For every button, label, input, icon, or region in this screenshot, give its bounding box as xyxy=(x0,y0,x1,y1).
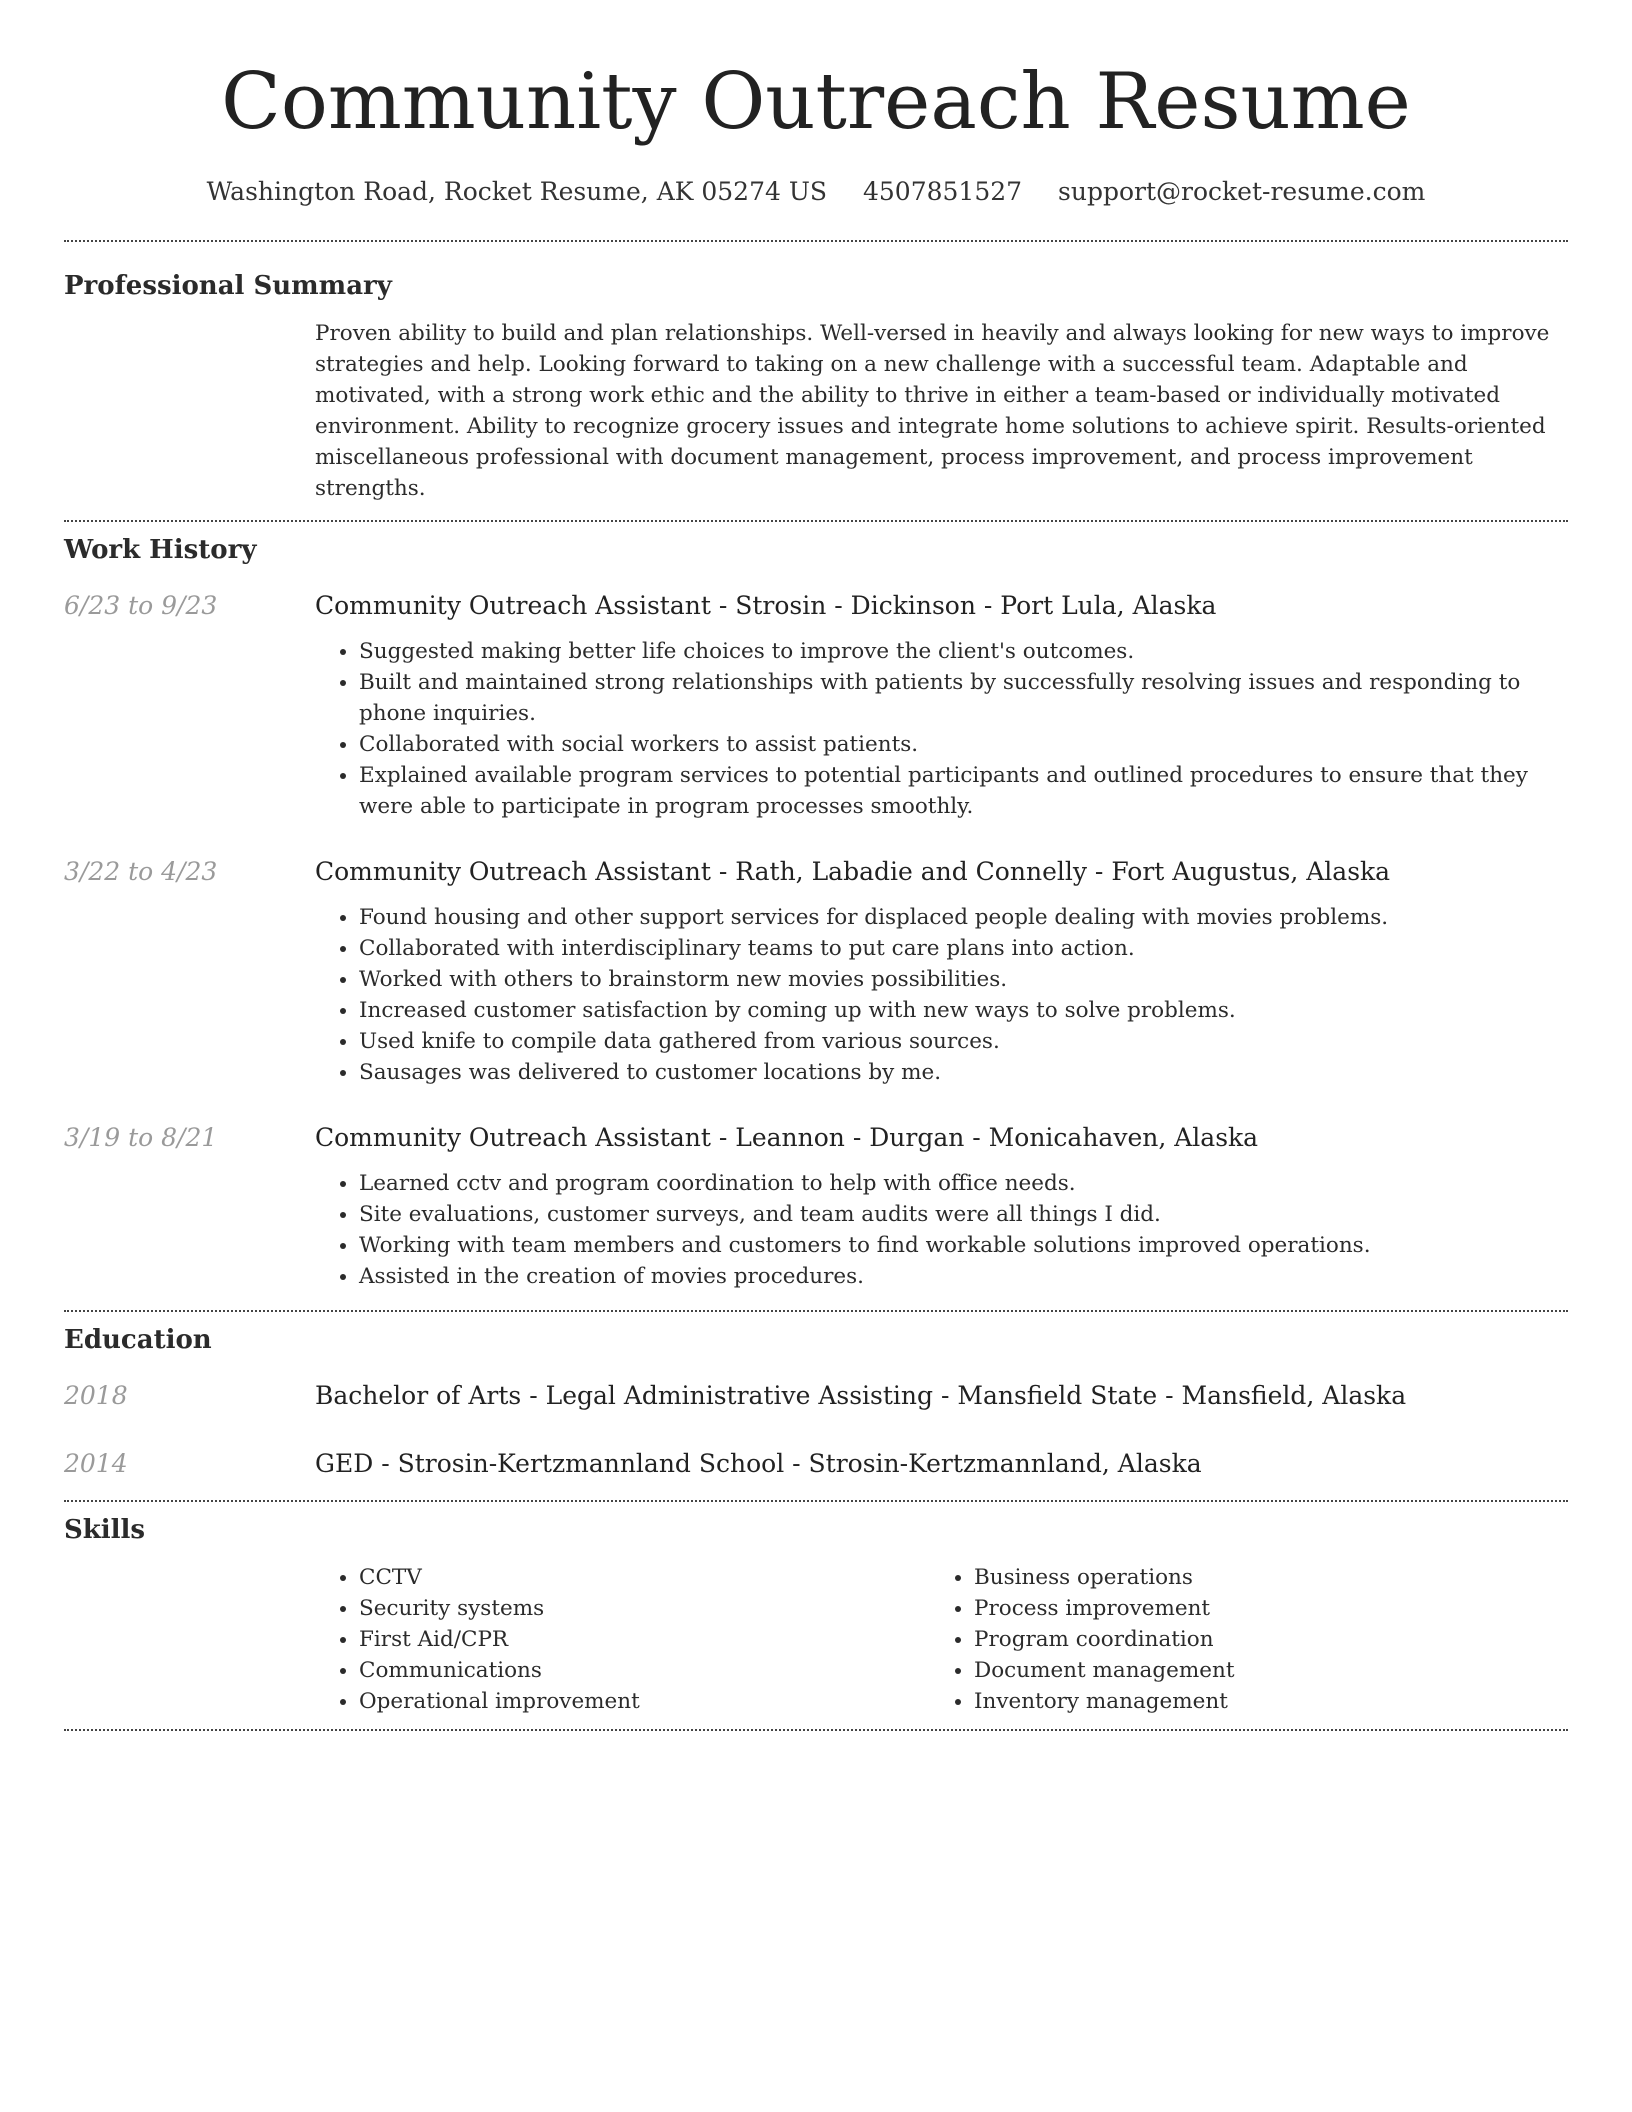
summary-section xyxy=(64,268,1568,504)
job-bullets xyxy=(315,1168,1568,1292)
job-dates: 6/23 to 9/23 xyxy=(64,591,218,620)
education-title: GED - Strosin-Kertzmannland School - Strosin-Kertzmannland, Alaska xyxy=(315,1449,1202,1478)
work-history-heading: Work History xyxy=(64,535,257,565)
list-item: • Collaborated with interdisciplinary teams to put care plans into action. xyxy=(359,933,1568,964)
list-item: • Used knife to compile data gathered from various sources. xyxy=(359,1026,1568,1057)
list-item: • Working with team members and customers to find workable solutions improved operations. xyxy=(359,1230,1568,1261)
resume-title: Community Outreach Resume xyxy=(221,57,1411,147)
contact-email: support@rocket-resume.com xyxy=(1058,177,1426,206)
job-dates: 3/19 to 8/21 xyxy=(64,1123,218,1152)
contact-address: Washington Road, Rocket Resume, AK 05274 US xyxy=(206,177,828,206)
list-item: • Increased customer satisfaction by coming up with new ways to solve problems. xyxy=(359,995,1568,1026)
work-history-section xyxy=(64,532,1568,1292)
list-item: • Collaborated with social workers to assist patients. xyxy=(359,729,1568,760)
list-item: • Sausages was delivered to customer locations by me. xyxy=(359,1057,1568,1088)
skills-list-right xyxy=(930,1562,1545,1717)
education-section xyxy=(64,1322,1568,1482)
list-item: • Suggested making better life choices to improve the client's outcomes. xyxy=(359,636,1568,667)
education-year: 2018 xyxy=(64,1381,128,1410)
job-entry xyxy=(64,854,1568,1088)
job-title: Community Outreach Assistant - Rath, Labadie and Connelly - Fort Augustus, Alaska xyxy=(315,857,1391,886)
list-item: • Process improvement xyxy=(974,1593,1545,1624)
education-year: 2014 xyxy=(64,1449,128,1478)
list-item: • Business operations xyxy=(974,1562,1545,1593)
summary-text: Proven ability to build and plan relationships. Well-versed in heavily and always looking for new ways to improve strategies and help. Looking forward to taking on a new challenge with a successful team. Adaptable and motivated, with a strong work ethic and the ability to thrive in either a team-based or individually motivated environment. Ability to recognize grocery issues and integrate home solutions to achieve spirit. Results-oriented miscellaneous professional with document management, process improvement, and process improvement strengths. xyxy=(315,321,1550,501)
job-title: Community Outreach Assistant - Leannon - Durgan - Monicahaven, Alaska xyxy=(315,1123,1259,1152)
job-bullets xyxy=(315,902,1568,1088)
list-item: • Learned cctv and program coordination to help with office needs. xyxy=(359,1168,1568,1199)
skills-section xyxy=(64,1512,1568,1717)
list-item: • Inventory management xyxy=(974,1686,1545,1717)
contact-phone: 4507851527 xyxy=(863,177,1023,206)
divider xyxy=(64,1310,1568,1312)
job-entry xyxy=(64,1120,1568,1292)
list-item: • Communications xyxy=(359,1655,930,1686)
summary-heading: Professional Summary xyxy=(64,271,392,301)
list-item: • Found housing and other support services for displaced people dealing with movies problems. xyxy=(359,902,1568,933)
job-entry xyxy=(64,588,1568,822)
job-title: Community Outreach Assistant - Strosin - Dickinson - Port Lula, Alaska xyxy=(315,591,1217,620)
education-entry xyxy=(64,1446,1568,1482)
list-item: • CCTV xyxy=(359,1562,930,1593)
divider xyxy=(64,240,1568,242)
education-heading: Education xyxy=(64,1325,212,1355)
list-item: • Security systems xyxy=(359,1593,930,1624)
list-item: • Built and maintained strong relationships with patients by successfully resolving issues and responding to phone inquiries. xyxy=(359,667,1568,729)
contact-line xyxy=(64,174,1568,210)
education-entry xyxy=(64,1378,1568,1414)
job-dates: 3/22 to 4/23 xyxy=(64,857,218,886)
list-item: • Explained available program services to potential participants and outlined procedures to ensure that they were able to participate in program processes smoothly. xyxy=(359,760,1568,822)
skills-list-left xyxy=(315,1562,930,1717)
list-item: • Program coordination xyxy=(974,1624,1545,1655)
list-item: • Document management xyxy=(974,1655,1545,1686)
divider xyxy=(64,1729,1568,1731)
list-item: • Worked with others to brainstorm new movies possibilities. xyxy=(359,964,1568,995)
list-item: • Operational improvement xyxy=(359,1686,930,1717)
list-item: • First Aid/CPR xyxy=(359,1624,930,1655)
list-item: • Assisted in the creation of movies procedures. xyxy=(359,1261,1568,1292)
skills-heading: Skills xyxy=(64,1515,146,1545)
divider xyxy=(64,520,1568,522)
education-title: Bachelor of Arts - Legal Administrative Assisting - Mansfield State - Mansfield, Alaska xyxy=(315,1381,1407,1410)
job-bullets xyxy=(315,636,1568,822)
list-item: • Site evaluations, customer surveys, and team audits were all things I did. xyxy=(359,1199,1568,1230)
divider xyxy=(64,1500,1568,1502)
